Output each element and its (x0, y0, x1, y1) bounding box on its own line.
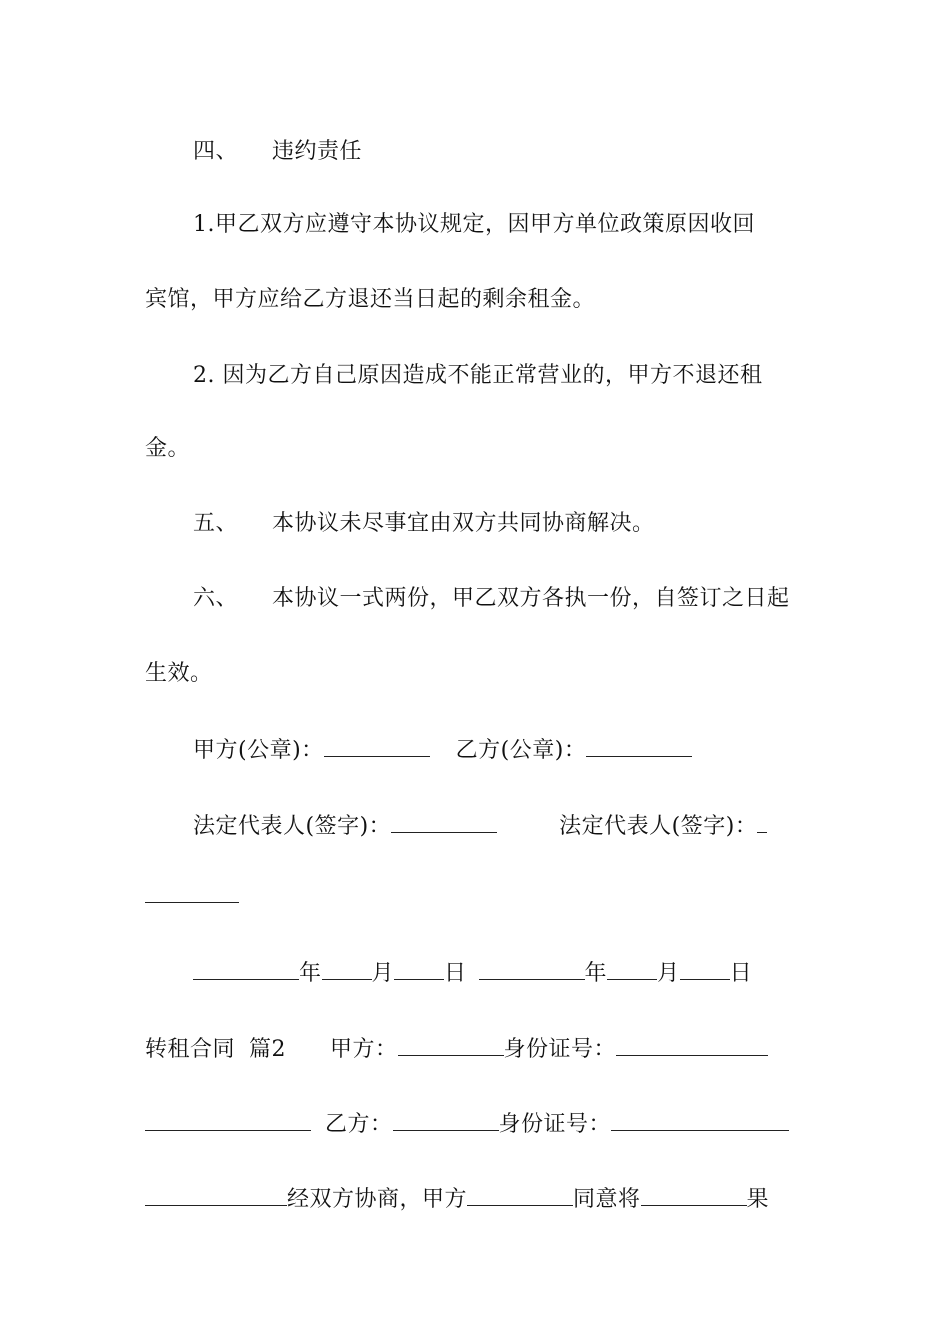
date-a-day-blank (394, 957, 444, 980)
date-a-year: 年 (299, 961, 322, 986)
property-blank (641, 1183, 747, 1206)
date-b-day-blank (680, 957, 730, 980)
date-line (193, 957, 807, 989)
date-b-year-blank (479, 957, 585, 980)
party-b-seal-label: 乙方(公章)： (455, 738, 587, 763)
contract2-title: 转租合同 (145, 1037, 236, 1062)
legal-rep-b-blank-start (757, 810, 767, 833)
contract2-party-a-label: 甲方： (330, 1037, 398, 1062)
section4-item2-line1: 2. 因为乙方自己原因造成不能正常营业的，甲方不退还租 (193, 363, 763, 388)
legal-rep-b-blank-end (145, 880, 239, 903)
section6-text-line1: 本协议一式两份，甲乙双方各执一份，自签订之日起 (272, 586, 790, 611)
contract2-party-b-label: 乙方： (325, 1112, 393, 1137)
party-a-seal-blank (324, 734, 430, 757)
section4-item2-line2: 金。 (145, 436, 191, 461)
contract2-party-a-id-label: 身份证号： (503, 1037, 617, 1062)
legal-rep-a-label: 法定代表人(签字)： (193, 814, 392, 839)
contract2-negotiation-line (145, 1183, 807, 1215)
date-b-month-blank (607, 957, 657, 980)
party-a-id-blank-start (616, 1033, 768, 1056)
party-a-name-blank (398, 1033, 504, 1056)
section4-heading (193, 137, 807, 167)
section6-num: 六、 (193, 586, 239, 611)
section6-paragraph (193, 584, 807, 614)
legal-rep-a-blank (391, 810, 497, 833)
contract2-fruit-text: 果 (746, 1187, 770, 1212)
seal-line (193, 734, 807, 766)
section6-text-line2: 生效。 (145, 661, 213, 686)
date-a-month: 月 (371, 961, 395, 986)
date-b-month: 月 (657, 961, 680, 986)
section4-item1-line1: 1.甲乙双方应遵守本协议规定，因甲方单位政策原因收回 (193, 212, 755, 237)
section5-paragraph (193, 509, 807, 539)
contract2-negotiation-text: 经双方协商，甲方 (287, 1187, 468, 1212)
party-a-id-blank-end (145, 1108, 311, 1131)
legal-rep-b-label: 法定代表人(签字)： (559, 814, 758, 839)
party-a-seal-label: 甲方(公章)： (193, 738, 324, 763)
contract2-agree-text: 同意将 (573, 1187, 641, 1212)
contract2-chapter: 篇2 (249, 1037, 287, 1062)
party-b-name-blank (393, 1108, 499, 1131)
section4-heading-text: 违约责任 (272, 139, 363, 164)
legal-rep-line (193, 810, 807, 842)
contract2-party-b-line (145, 1108, 807, 1140)
party-a-agree-blank (467, 1183, 573, 1206)
contract2-party-b-id-label: 身份证号： (498, 1112, 612, 1137)
date-b-year: 年 (584, 961, 608, 986)
date-a-year-blank (193, 957, 299, 980)
date-a-day: 日 (444, 961, 467, 986)
section5-num: 五、 (193, 511, 239, 536)
date-a-month-blank (322, 957, 372, 980)
date-b-day: 日 (729, 961, 753, 986)
party-b-seal-blank (586, 734, 692, 757)
contract2-title-line (145, 1033, 807, 1065)
section5-text: 本协议未尽事宜由双方共同协商解决。 (272, 511, 655, 536)
legal-rep-b-blank-line (145, 880, 807, 912)
section4-heading-num: 四、 (193, 139, 239, 164)
section4-item1-line2: 宾馆，甲方应给乙方退还当日起的剩余租金。 (145, 287, 596, 312)
party-b-id-blank-start (611, 1108, 789, 1131)
party-b-id-blank-end (145, 1183, 287, 1206)
